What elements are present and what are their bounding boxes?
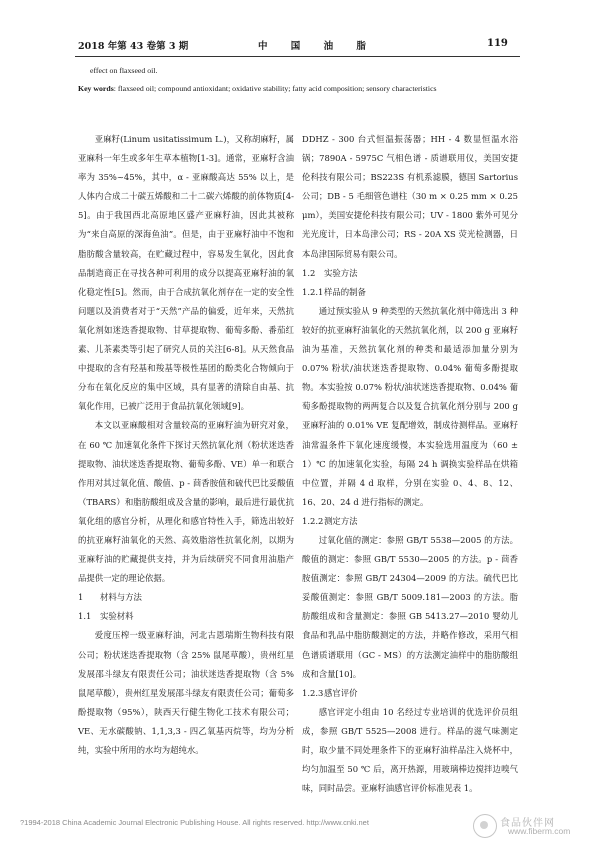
section-heading [302, 684, 518, 703]
header-rule [75, 56, 520, 57]
body-paragraph: 通过预实验从 9 种类型的天然抗氧化剂中筛选出 3 种较好的抗亚麻籽油氧化的天然抗氧化剂，以 200 g 亚麻籽油为基准，天然抗氧化剂的种类和最适添加量分别为 0.07% 粉状/油状迷迭香提取物、0.04% 葡萄多酚提取物。本实验按 0.07% 粉状/油状迷迭香提取物、0.04% 葡萄多酚提取物的两两复合以及复合抗氧化剂分别与 200 g 亚麻籽油的 0.01% VE 复配增效，制成待测样品。亚麻籽油常温条件下氧化速度缓慢，本实验选用温度为（60 ± 1）℃ 的加速氧化实验，每隔 24 h 调换实验样品在烘箱中位置，并隔 4 d 取样，分别在实验 0、4、8、12、16、20、24 d 进行指标的测定。 [302, 305, 518, 507]
section-heading [302, 283, 518, 302]
section-number: 1 [78, 592, 84, 603]
section-title: 测定方法 [324, 515, 358, 526]
body-paragraph: 感官评定小组由 10 名经过专业培训的优选评价员组成，参照 GB/T 5525—2008 进行。样品的滋气味测定时，取少量不同处理条件下的亚麻籽油样品注入烧杯中，均匀加温至 50 ℃ 后，离开热源，用玻璃棒边搅拌边嗅气味，同时品尝。亚麻籽油感官评价标准见表 1。 [302, 706, 518, 794]
keywords [78, 82, 518, 96]
body-paragraph: 过氧化值的测定：参照 GB/T 5538—2005 的方法。酸值的测定：参照 GB/T 5530—2005 的方法。p - 茴香胺值测定：参照 GB/T 24304—2009 的方法。硫代巴比妥酸值测定：参照 GB/T 5009.181—2003 的方法。脂肪酸组成和含量测定：参照 GB 5413.27—2010 婴幼儿食品和乳品中脂肪酸测定的方法，并略作修改，采用气相色谱质谱联用（GC - MS）的方法测定油样中的脂肪酸组成和含量[10]。 [302, 534, 518, 679]
watermark-logo-icon [473, 814, 497, 838]
footer [0, 812, 595, 838]
keywords-label: Key words [78, 84, 114, 93]
section-heading [78, 588, 294, 607]
watermark-cn: 食品伙伴网 [500, 818, 555, 829]
body-paragraph: 亚麻籽(Linum usitatissimum L.)，又称胡麻籽，属亚麻科一年生或多年生草本植物[1-3]。通常，亚麻籽含油率为 35%~45%，其中，α - 亚麻酸高达 55% 以上，是人体内合成二十碳五烯酸和二十二碳六烯酸的前体物质[4-5]。由于我国西北高原地区盛产亚麻籽油，因此其被称为“来自高原的深海鱼油”。但是，由于亚麻籽油中不饱和脂肪酸含量较高，在贮藏过程中，容易发生氧化，因此食品制造商正在寻找各种可利用的成分以提高亚麻籽油的氧化稳定性[5]。然而，由于合成抗氧化剂存在一定的安全性问题以及消费者对于“天然”产品的偏爱，近年来，天然抗氧化剂如迷迭香提取物、甘草提取物、葡萄多酚、番茄红素、儿茶素类等引起了研究人员的关注[6-8]。从天然食品中提取的含有羟基和羧基等极性基团的酚类化合物倾向于分布在氧化反应的集中区域，具有显著的清除自由基、抗氧化作用，已被广泛用于食品抗氧化领域[9]。 [78, 134, 294, 412]
watermark-en: www.fiberm.com [508, 826, 571, 836]
section-number: 1.1 [78, 611, 92, 622]
section-number: 1.2 [302, 267, 316, 278]
section-number: 1.2.2 [302, 515, 324, 526]
section-title: 实验材料 [100, 611, 134, 622]
section-number: 1.2.3 [302, 687, 324, 698]
left-column [78, 130, 294, 760]
section-number: 1.2.1 [302, 286, 324, 297]
keywords-text: : flaxseed oil; compound antioxidant; oxidative stability; fatty acid composition; sensory characteristics [113, 84, 437, 93]
body-paragraph: DDHZ - 300 台式恒温振荡器；HH - 4 数显恒温水浴锅；7890A - 5975C 气相色谱 - 质谱联用仪，美国安捷伦科技有限公司；BS223S 有机系滤膜，德国 Sartorius 公司；DB - 5 毛细管色谱柱（30 m × 0.25 mm × 0.25 μm），美国安捷伦科技有限公司；UV - 1800 紫外可见分光光度计，日本岛津公司；RS - 20A XS 荧光检测器，日本岛津国际贸易有限公司。 [302, 134, 518, 259]
body-paragraph: 本文以亚麻酸相对含量较高的亚麻籽油为研究对象，在 60 ℃ 加速氧化条件下探讨天然抗氧化剂（粉状迷迭香提取物、油状迷迭香提取物、葡萄多酚、VE）单一和联合作用对其过氧化值、酸值、p - 茴香胺值和硫代巴比妥酸值（TBARS）和脂肪酸组成及含量的影响，最后进行最优抗氧化组的感官分析，从理化和感官特性入手，筛选出较好的抗亚麻籽油氧化的天然、高效脂溶性抗氧化剂，以期为亚麻籽油的贮藏提供支持，并为后续研究不同食用油脂产品提供一定的理论依据。 [78, 420, 294, 584]
right-column [302, 130, 518, 798]
journal-name: 中 国 油 脂 [258, 41, 376, 52]
page-number: 119 [487, 38, 508, 49]
journal-issue: 2018 年第 43 卷第 3 期 [78, 41, 189, 52]
section-title: 材料与方法 [100, 592, 142, 603]
section-heading [302, 512, 518, 531]
section-title: 样品的制备 [324, 286, 366, 297]
section-title: 感官评价 [324, 687, 358, 698]
abstract-continuation: effect on flaxseed oil. [90, 66, 158, 75]
section-heading [302, 264, 518, 283]
body-paragraph: 爱度压榨一级亚麻籽油，河北古恩瑞斯生物科技有限公司；粉状迷迭香提取物（含 25% 鼠尾草酸），贵州红星发展邵斗绿友有限责任公司；油状迷迭香提取物（含 5% 鼠尾草酸），贵州红星发展邵斗绿友有限责任公司；葡萄多酚提取物（95%），陕西天行健生物化工技术有限公司；VE、无水碳酸钠、1,1,3,3 - 四乙氧基丙烷等，均为分析纯，实验中所用的水均为超纯水。 [78, 630, 294, 755]
section-heading [78, 607, 294, 626]
section-title: 实验方法 [324, 267, 358, 278]
copyright-line: ?1994-2018 China Academic Journal Electronic Publishing House. All rights reserved. http://www.cnki.net [20, 818, 369, 827]
